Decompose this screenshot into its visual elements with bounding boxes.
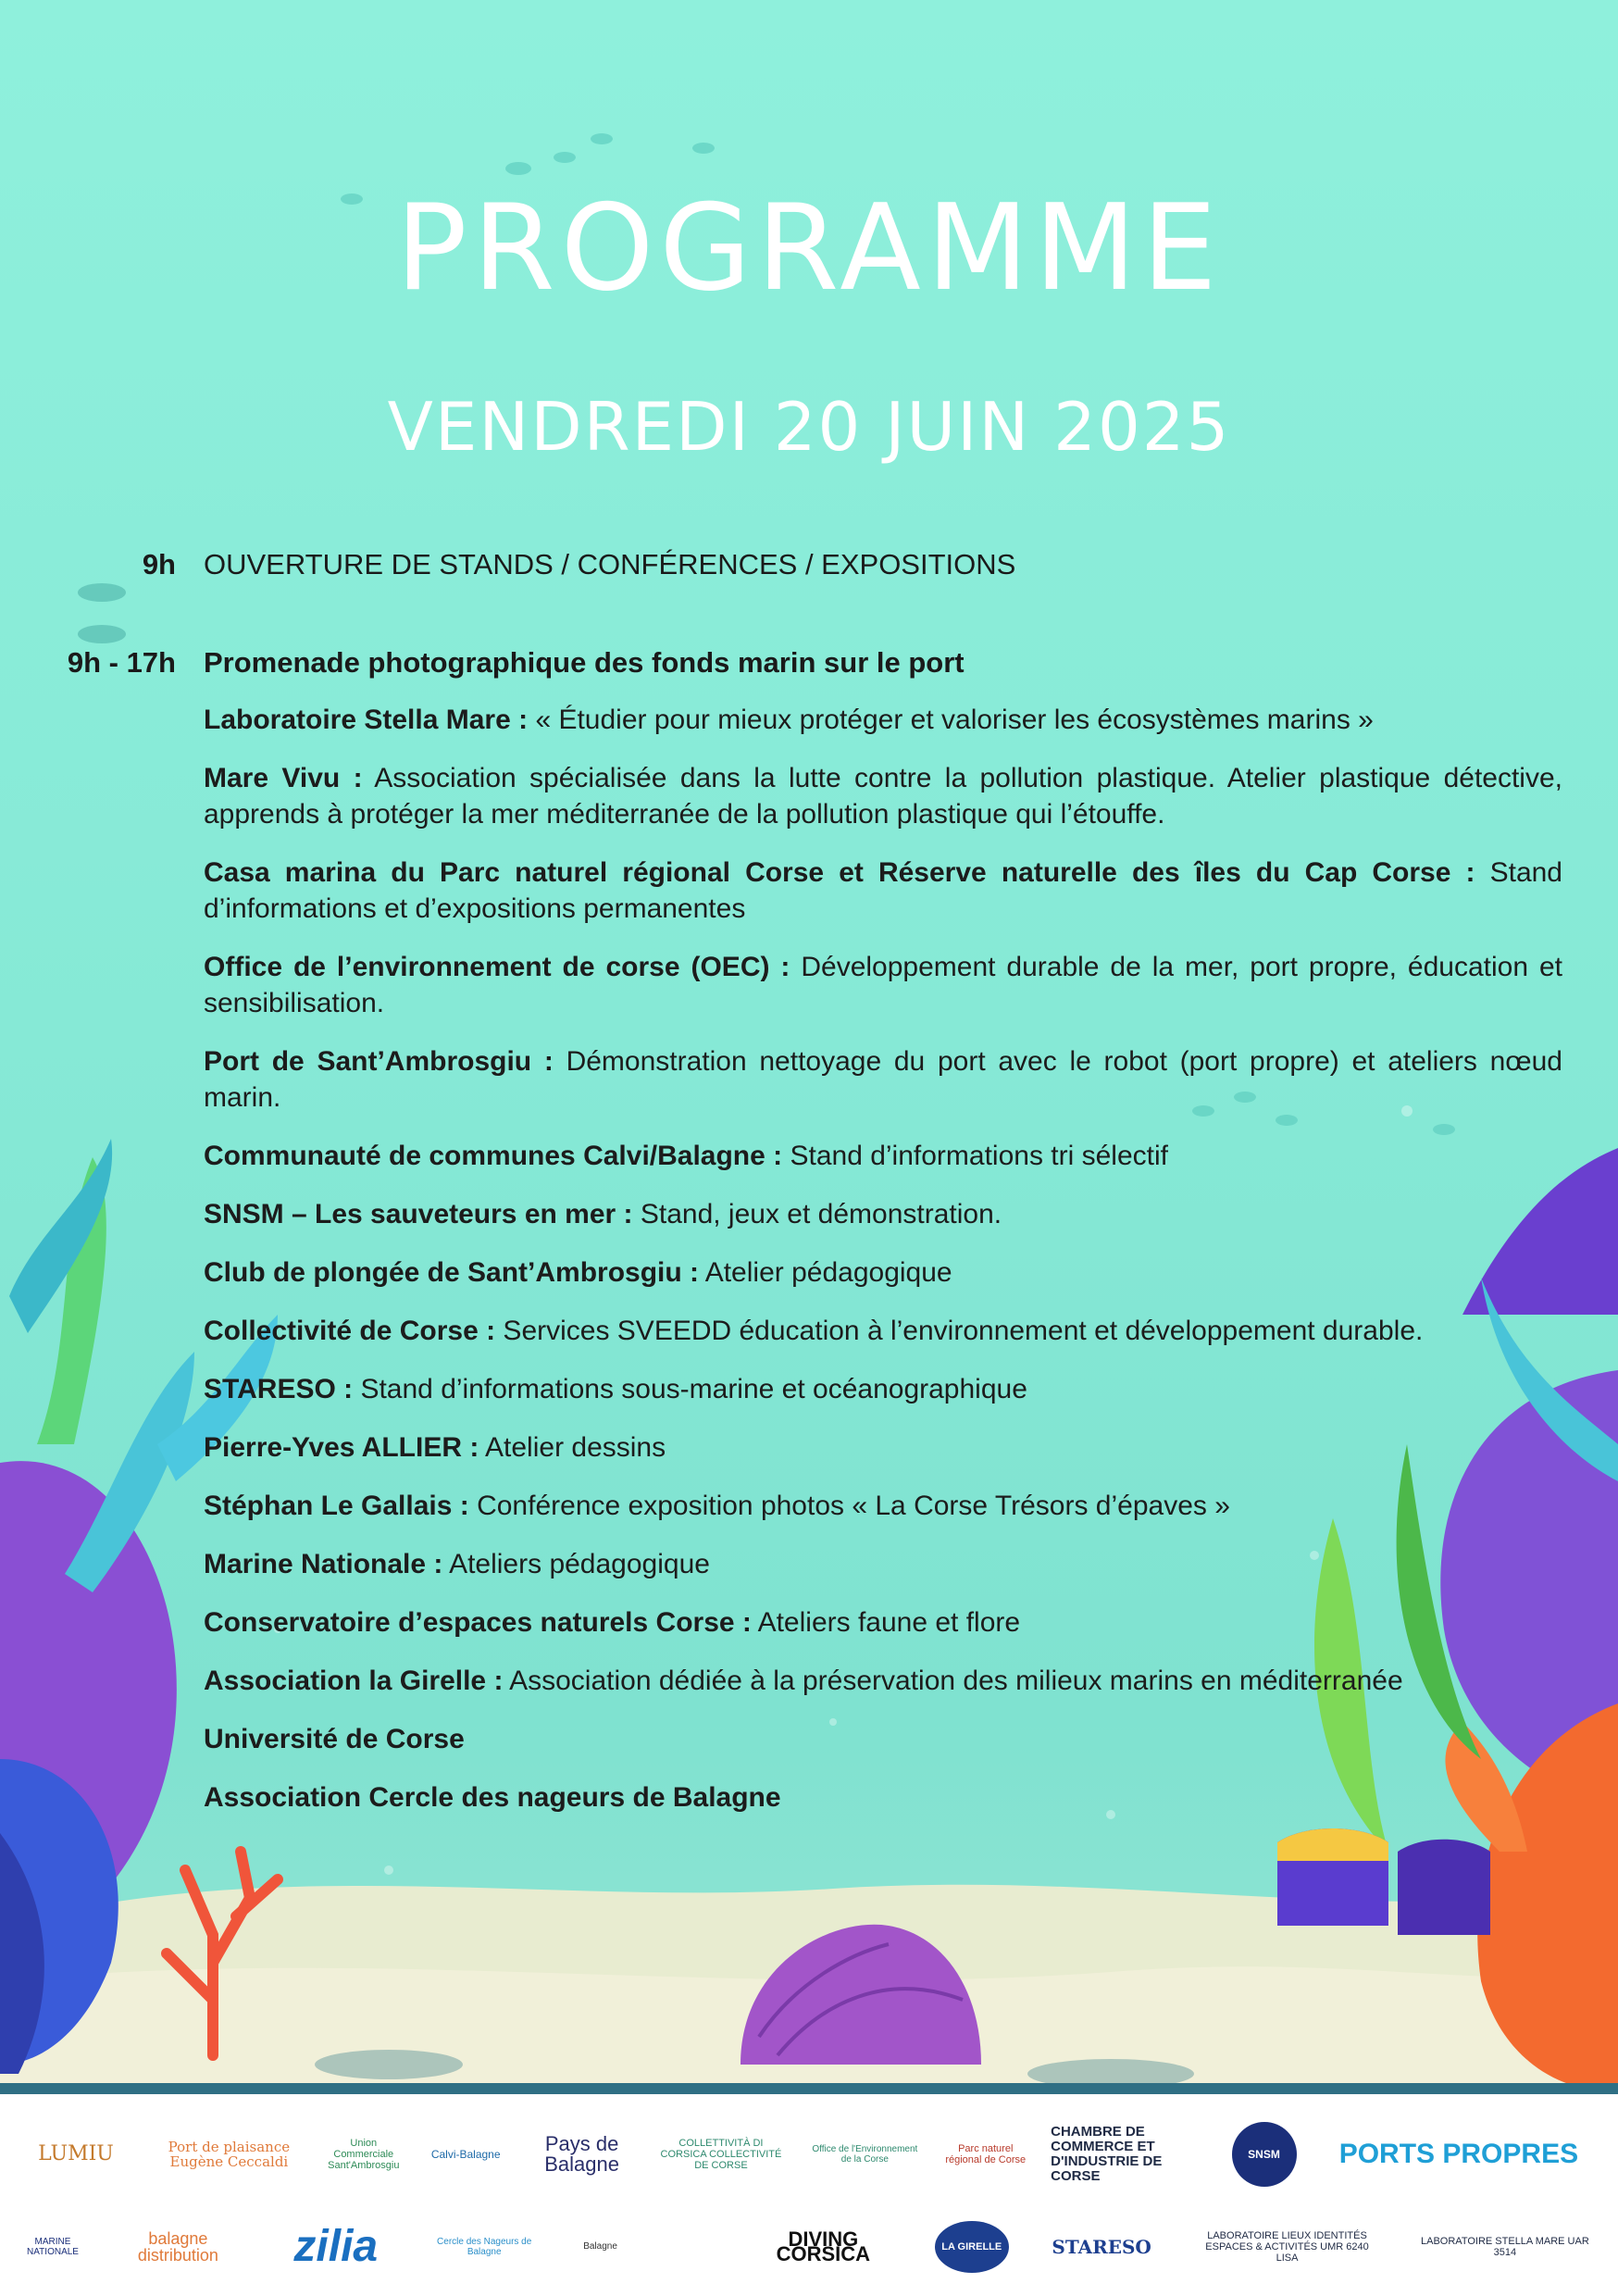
- exhibitor-entry: [204, 1663, 1562, 1699]
- fish-logo: Union Commerciale Sant'Ambrosgiu: [328, 2138, 400, 2171]
- exhibitor-name: Conservatoire d’espaces naturels Corse :: [204, 1607, 752, 1638]
- exhibitor-entry: [204, 1546, 1562, 1582]
- mountain-logo: Calvi-Balagne: [430, 2148, 501, 2161]
- exhibitor-text: Association spécialisée dans la lutte contre la pollution plastique. Atelier plastique détective, apprends à protéger la mer méditerranée de la pollution plastique qui l’étouffe.: [204, 763, 1562, 830]
- exhibitor-text: Conférence exposition photos « La Corse Trésors d’épaves »: [468, 1491, 1230, 1521]
- exhibitor-entry: [204, 1371, 1562, 1407]
- balagne-small-logo: Balagne: [583, 2241, 617, 2252]
- guitar-logo: [666, 2210, 712, 2284]
- exhibitor-text: Stand d’informations et d’expositions permanentes: [204, 857, 1562, 924]
- pays-balagne-logo: Pays de Balagne: [544, 2132, 619, 2176]
- exhibitor-name: Club de plongée de Sant’Ambrosgiu :: [204, 1257, 700, 1288]
- stella-mare-logo: LABORATOIRE STELLA MARE UAR 3514: [1421, 2236, 1589, 2258]
- exhibitor-name: STARESO :: [204, 1374, 354, 1404]
- exhibitor-entry: [204, 1196, 1562, 1232]
- zilia-logo: zilia: [293, 2222, 379, 2271]
- exhibitor-name: Université de Corse: [204, 1724, 465, 1754]
- exhibitor-text: Ateliers pédagogique: [442, 1549, 710, 1579]
- exhibitor-entry: [204, 1043, 1562, 1116]
- opening-time: 9h: [142, 548, 176, 580]
- footer-divider: [0, 2083, 1618, 2094]
- exhibitor-entry: [204, 1779, 1562, 1816]
- ports-propres-logo: PORTS PROPRES: [1338, 2139, 1579, 2169]
- exhibitor-name: Stéphan Le Gallais :: [204, 1491, 469, 1521]
- exhibitor-text: Développement durable de la mer, port propre, éducation et sensibilisation.: [204, 952, 1562, 1018]
- exhibitor-name: Casa marina du Parc naturel régional Corse et Réserve naturelle des îles du Cap Corse :: [204, 857, 1475, 888]
- exhibitor-name: SNSM – Les sauveteurs en mer :: [204, 1199, 633, 1229]
- collectivite-logo: COLLETTIVITÀ DI CORSICA COLLECTIVITÉ DE CORSE: [660, 2138, 782, 2171]
- exhibitor-text: « Étudier pour mieux protéger et valoriser les écosystèmes marins »: [528, 705, 1374, 735]
- lumiu-logo: LUMIU: [38, 2142, 114, 2165]
- exhibitor-name: Port de Sant’Ambrosgiu :: [204, 1046, 554, 1077]
- exhibitor-name: Laboratoire Stella Mare :: [204, 705, 529, 735]
- stareso-logo: STARESO: [1052, 2236, 1151, 2258]
- anchor-logo: Port de plaisance Eugène Ceccaldi: [168, 2139, 291, 2170]
- snsm-logo: SNSM: [1232, 2122, 1297, 2187]
- exhibitor-name: Office de l’environnement de corse (OEC) :: [204, 952, 790, 982]
- exhibitor-text: Services SVEEDD éducation à l’environnement et développement durable.: [495, 1316, 1424, 1346]
- partner-logos-row-1: [20, 2113, 1598, 2196]
- walk-time: 9h - 17h: [67, 646, 176, 679]
- event-date: VENDREDI 20 JUIN 2025: [387, 388, 1231, 466]
- exhibitor-entry: [204, 1488, 1562, 1524]
- exhibitor-name: Collectivité de Corse :: [204, 1316, 496, 1346]
- exhibitor-name: Marine Nationale :: [204, 1549, 443, 1579]
- exhibitor-name: Mare Vivu :: [204, 763, 363, 793]
- exhibitor-name: Association la Girelle :: [204, 1666, 504, 1696]
- exhibitor-text: Démonstration nettoyage du port avec le robot (port propre) et ateliers nœud marin.: [204, 1046, 1562, 1113]
- oec-logo: Office de l'Environnement de la Corse: [812, 2144, 918, 2165]
- exhibitor-name: Association Cercle des nageurs de Balagne: [204, 1782, 781, 1813]
- exhibitor-entry: [204, 855, 1562, 927]
- lisa-logo: LABORATOIRE LIEUX IDENTITÉS ESPACES & ACTIVITÉS UMR 6240 LISA: [1205, 2230, 1369, 2264]
- exhibitor-text: Atelier pédagogique: [699, 1257, 952, 1288]
- diving-logo: DIVING CORSICA: [776, 2227, 871, 2265]
- exhibitor-text: Association dédiée à la préservation des milieux marins en méditerranée: [503, 1666, 1403, 1696]
- swimmer-logo: Cercle des Nageurs de Balagne: [437, 2237, 532, 2257]
- cci-logo: CHAMBRE DE COMMERCE ET D'INDUSTRIE DE CORSE: [1051, 2124, 1163, 2184]
- exhibitor-entry: [204, 1254, 1562, 1291]
- exhibitor-text: Stand d’informations tri sélectif: [782, 1141, 1168, 1171]
- exhibitor-entry: [204, 760, 1562, 832]
- exhibitor-entry: [204, 1429, 1562, 1466]
- exhibitor-entry: [204, 702, 1562, 738]
- exhibitor-text: Stand d’informations sous-marine et océanographique: [353, 1374, 1027, 1404]
- partner-logos-row-2: [20, 2205, 1598, 2289]
- balagne-distribution-logo: balagne distribution: [137, 2229, 218, 2265]
- girelle-logo: LA GIRELLE: [935, 2221, 1009, 2273]
- parc-logo: Parc naturel régional de Corse: [945, 2143, 1027, 2165]
- exhibitor-entry: [204, 949, 1562, 1021]
- opening-label: OUVERTURE DE STANDS / CONFÉRENCES / EXPOSITIONS: [204, 548, 1016, 580]
- exhibitor-entry: [204, 1138, 1562, 1174]
- exhibitor-entry: [204, 1604, 1562, 1641]
- exhibitor-list: [204, 702, 1562, 1838]
- page-title: PROGRAMME: [395, 180, 1223, 318]
- exhibitor-text: Ateliers faune et flore: [751, 1607, 1021, 1638]
- exhibitor-entry: [204, 1721, 1562, 1757]
- walk-label: Promenade photographique des fonds marin sur le port: [204, 646, 965, 679]
- exhibitor-entry: [204, 1313, 1562, 1349]
- exhibitor-text: Atelier dessins: [479, 1432, 666, 1463]
- marine-nationale-logo: MARINE NATIONALE: [27, 2237, 79, 2257]
- exhibitor-text: Stand, jeux et démonstration.: [632, 1199, 1002, 1229]
- exhibitor-name: Communauté de communes Calvi/Balagne :: [204, 1141, 783, 1171]
- exhibitor-name: Pierre-Yves ALLIER :: [204, 1432, 479, 1463]
